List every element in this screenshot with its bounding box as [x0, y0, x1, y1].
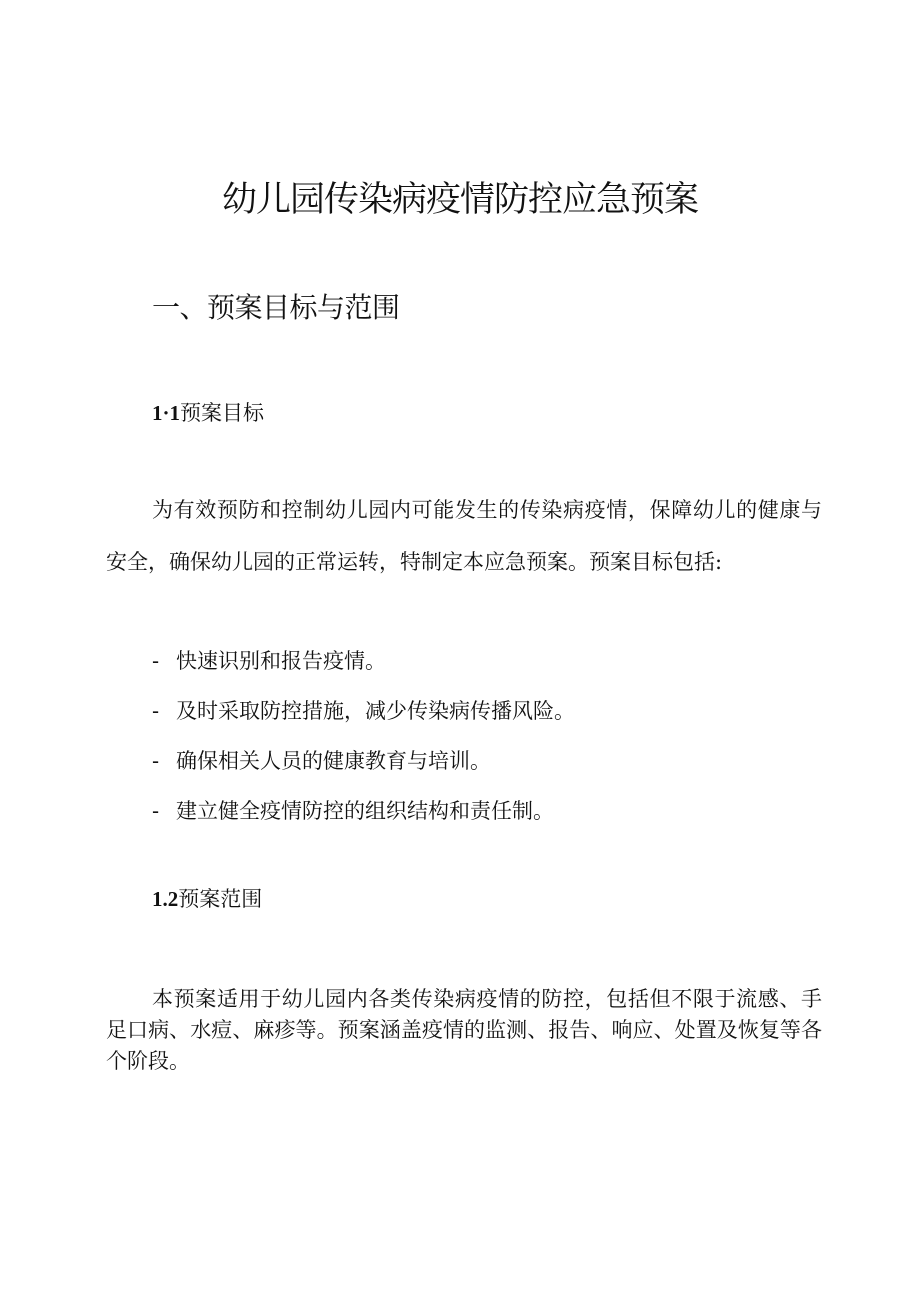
subsection-heading-goal — [152, 398, 264, 428]
subsection-number: 1·1 — [152, 401, 181, 425]
list-item-text: 快速识别和报告疫情。 — [176, 649, 386, 673]
goal-paragraph: 为有效预防和控制幼儿园内可能发生的传染病疫情，保障幼儿的健康与安全，确保幼儿园的正常运转，特制定本应急预案。预案目标包括: — [106, 498, 822, 574]
list-item — [152, 786, 575, 836]
list-marker: - — [152, 749, 160, 773]
list-item-text: 及时采取防控措施，减少传染病传播风险。 — [176, 699, 575, 723]
document-title: 幼儿园传染病疫情防控应急预案 — [221, 180, 698, 220]
section-heading: 一、预案目标与范围 — [152, 291, 400, 324]
scope-paragraph: 本预案适用于幼儿园内各类传染病疫情的防控，包括但不限于流感、手足口病、水痘、麻疹等。预案涵盖疫情的监测、报告、响应、处置及恢复等各个阶段。 — [106, 987, 822, 1073]
subsection-label: 预案范围 — [178, 887, 263, 911]
goal-list — [152, 636, 575, 836]
list-item — [152, 736, 575, 786]
list-item-text: 建立健全疫情防控的组织结构和责任制。 — [176, 799, 554, 823]
subsection-heading-scope — [152, 884, 262, 914]
list-item — [152, 636, 575, 686]
list-marker: - — [152, 699, 160, 723]
subsection-number: 1.2 — [152, 887, 179, 911]
list-marker: - — [152, 649, 160, 673]
list-item-text: 确保相关人员的健康教育与培训。 — [176, 749, 491, 773]
list-marker: - — [152, 799, 160, 823]
list-item — [152, 686, 575, 736]
subsection-label: 预案目标 — [180, 401, 265, 425]
